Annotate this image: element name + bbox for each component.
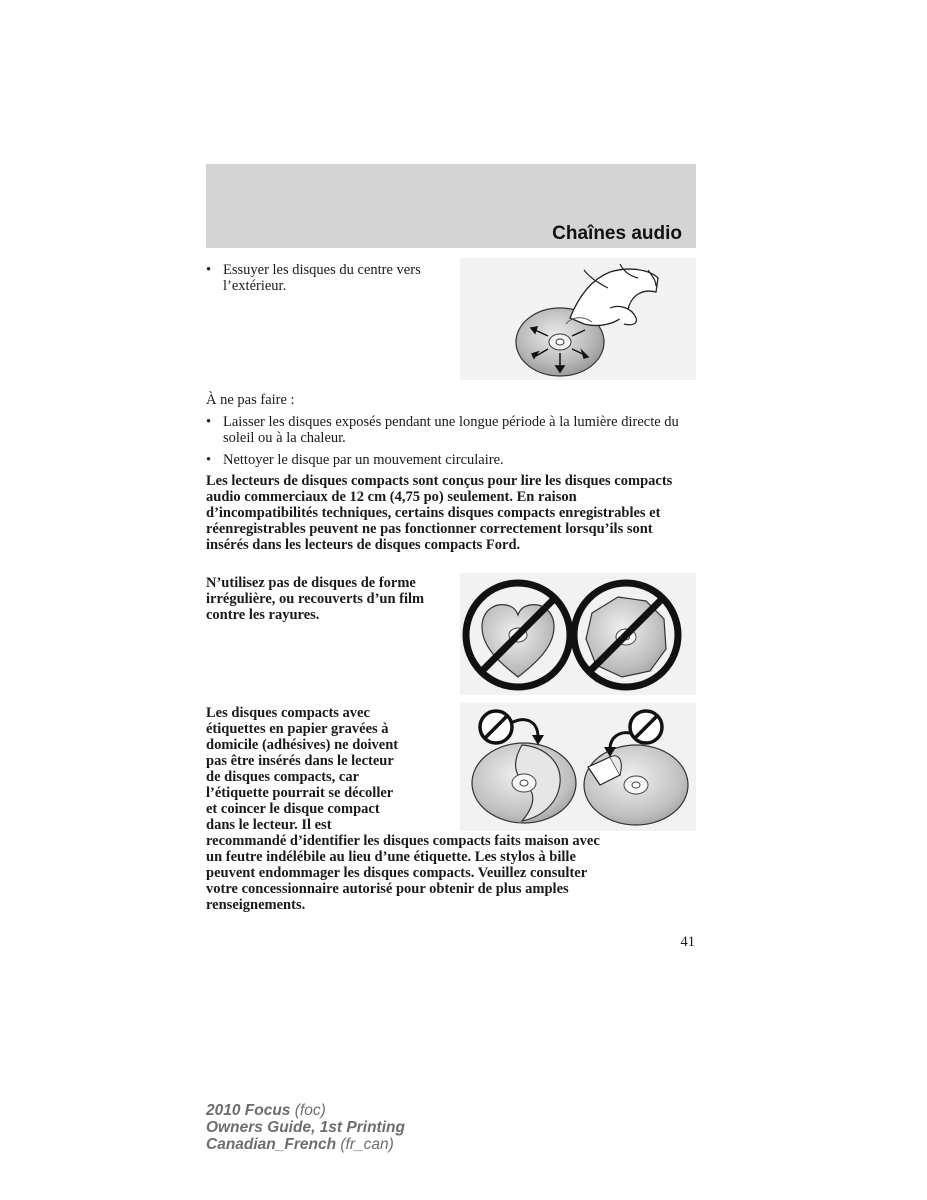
bullet-dot: • <box>206 262 212 278</box>
paper-label-prohibited-icon <box>584 711 688 825</box>
notice-labels-line: votre concessionnaire autorisé pour obtenir de plus amples <box>206 881 569 897</box>
footer-line-3 <box>206 1136 405 1153</box>
print-footer <box>206 1102 405 1153</box>
notice-players: Les lecteurs de disques compacts sont conçus pour lire les disques compacts audio commerciaux de 12 cm (4,75 po) seulement. En raison d’incompatibilités techniques, certains disques compacts enregistrables et réenregistrables peuvent ne pas fonctionner correctement lorsqu’ils sont insérés dans les lecteurs de disques compacts Ford. <box>206 473 673 553</box>
footer-model: 2010 Focus <box>206 1102 291 1119</box>
donts-heading: À ne pas faire : <box>206 392 295 408</box>
dont-item-text: Laisser les disques exposés pendant une longue période à la lumière directe du soleil ou à la chaleur. <box>223 414 679 446</box>
octagon-disc-prohibited-icon <box>574 583 678 687</box>
section-header-band <box>206 164 696 248</box>
cleaning-bullet-text: Essuyer les disques du centre vers l’extérieur. <box>223 262 421 294</box>
heart-disc-prohibited-icon <box>466 583 570 687</box>
paper-label-prohibited-illustration <box>460 703 696 831</box>
notice-irregular: N’utilisez pas de disques de forme irrégulière, ou recouverts d’un film contre les rayures. <box>206 575 425 623</box>
notice-labels-line: Les disques compacts avec <box>206 705 370 721</box>
notice-labels-line: renseignements. <box>206 897 306 913</box>
bullet-dot: • <box>206 452 212 468</box>
notice-labels-line: domicile (adhésives) ne doivent <box>206 737 399 753</box>
notice-labels-line: étiquettes en papier gravées à <box>206 721 389 737</box>
footer-model-code: (foc) <box>294 1102 326 1119</box>
notice-labels-line: dans le lecteur. Il est <box>206 817 332 833</box>
footer-line-2: Owners Guide, 1st Printing <box>206 1119 405 1136</box>
notice-labels-line: recommandé d’identifier les disques compacts faits maison avec <box>206 833 600 849</box>
page-number: 41 <box>680 934 695 950</box>
notice-labels-line: pas être insérés dans le lecteur <box>206 753 394 769</box>
notice-labels-line: un feutre indélébile au lieu d’une étiquette. Les stylos à bille <box>206 849 576 865</box>
label-peeling-prohibited-icon <box>472 711 576 823</box>
hand-wiping-disc-illustration <box>460 258 696 380</box>
footer-language: Canadian_French <box>206 1136 337 1153</box>
section-title: Chaînes audio <box>552 223 682 244</box>
bullet-dot: • <box>206 414 212 430</box>
irregular-discs-prohibited-illustration <box>460 573 696 695</box>
footer-line-1 <box>206 1102 405 1119</box>
notice-labels-line: et coincer le disque compact <box>206 801 380 817</box>
dont-item-text: Nettoyer le disque par un mouvement circulaire. <box>223 452 504 468</box>
footer-language-code: (fr_can) <box>340 1136 394 1153</box>
notice-labels-line: de disques compacts, car <box>206 769 360 785</box>
notice-labels-line: l’étiquette pourrait se décoller <box>206 785 394 801</box>
notice-labels-line: peuvent endommager les disques compacts. Veuillez consulter <box>206 865 588 881</box>
